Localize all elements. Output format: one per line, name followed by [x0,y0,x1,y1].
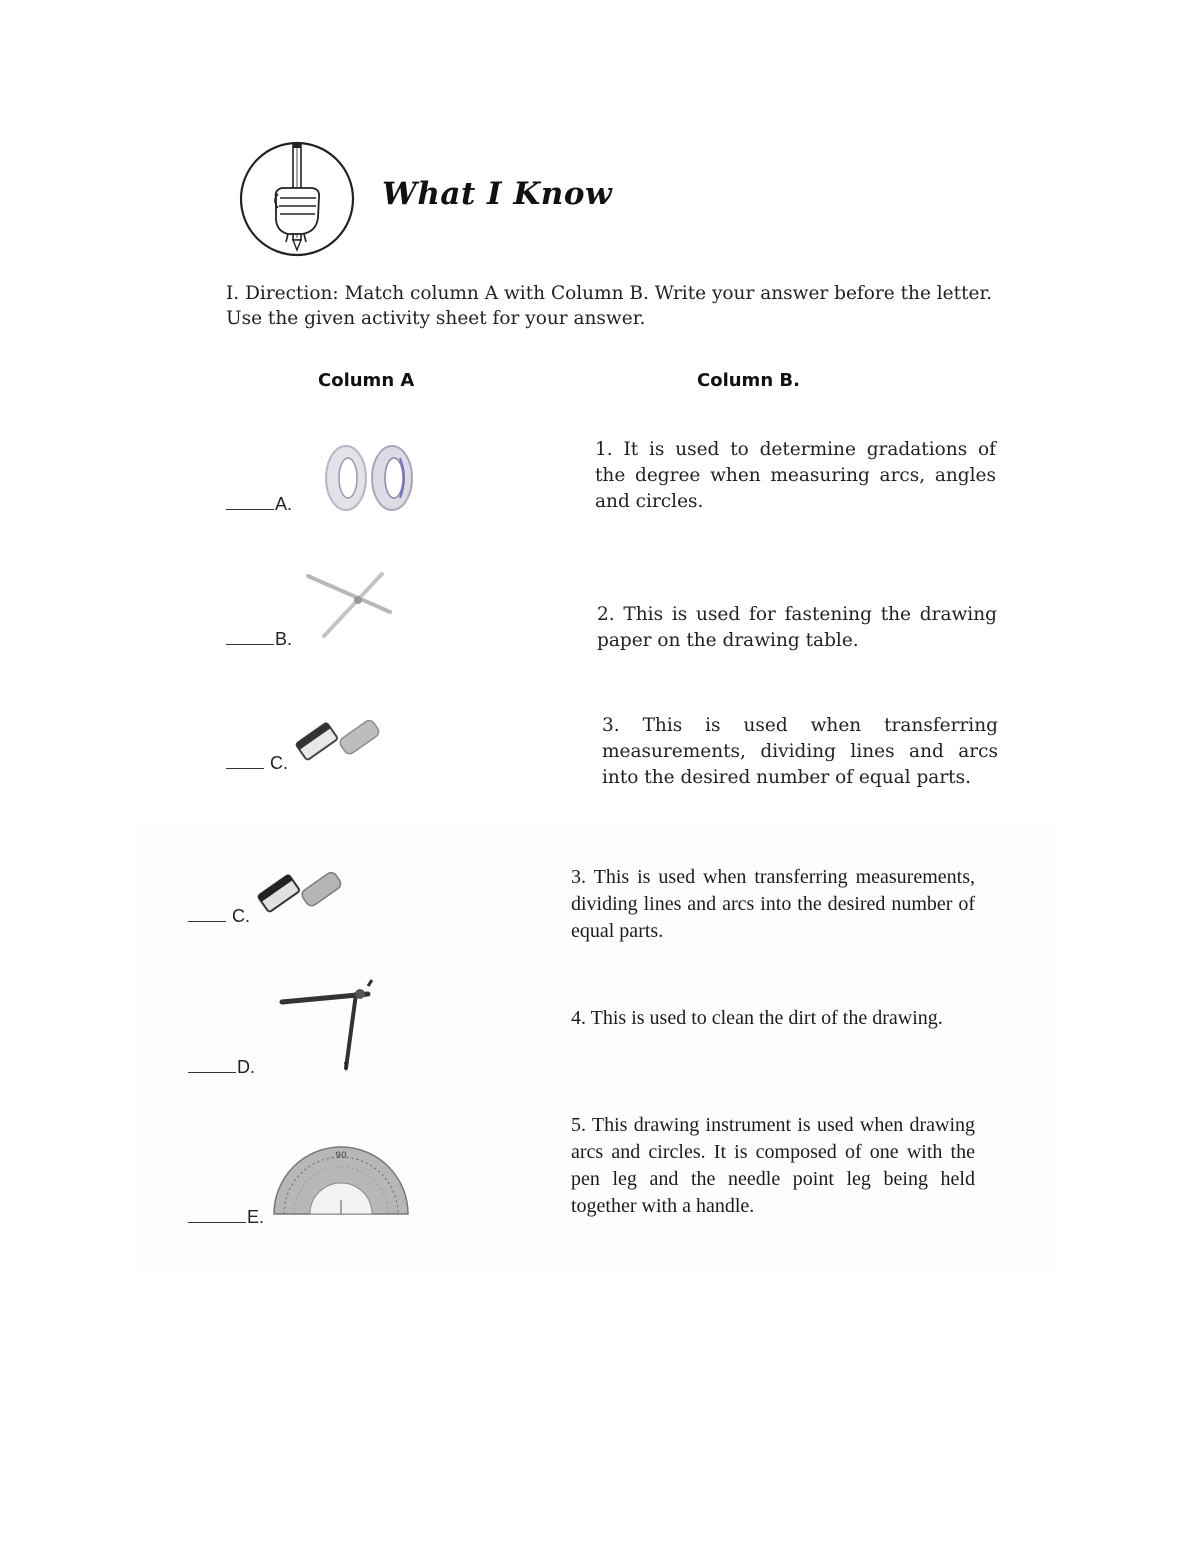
answer-blank[interactable] [188,920,226,922]
direction-line-2: Use the given activity sheet for your answer. [226,308,646,329]
divider-icon [302,568,398,640]
direction-text [226,281,1006,331]
answer-row-d [188,1057,255,1078]
direction-line-1: I. Direction: Match column A with Column B. Write your answer before the letter. [226,283,993,304]
column-b-item-2: 2. This is used for fastening the drawing paper on the drawing table. [597,604,997,651]
protractor-label: 90 [335,1151,347,1161]
letter-label: C. [270,753,289,773]
answer-row-c [226,753,288,774]
answer-row-b [226,629,292,650]
compass-icon [276,976,380,1074]
column-b-heading: Column B. [697,370,800,391]
column-b-item-4: 4. This is used to clean the dirt of the drawing. [571,1007,943,1029]
column-b-item-5: 5. This drawing instrument is used when drawing arcs and circles. It is composed of one with the pen leg and the needle point leg being held together with a handle. [571,1114,975,1217]
answer-row-a [226,494,292,515]
hand-holding-pencil-icon [236,138,358,260]
protractor-icon [270,1136,412,1218]
eraser-icon [294,714,386,766]
letter-label: C. [232,906,251,926]
column-b-item-3-duplicate: 3. This is used when transferring measurements, dividing lines and arcs into the desired number of equal parts. [571,866,975,942]
answer-blank[interactable] [188,1221,246,1223]
letter-label: E. [247,1207,265,1227]
letter-label: A. [275,494,293,514]
answer-blank[interactable] [226,508,274,510]
column-b-item-3: 3. This is used when transferring measurements, dividing lines and arcs into the desired number of equal parts. [602,715,998,788]
answer-row-e [188,1207,264,1228]
letter-label: B. [275,629,293,649]
page-title: What I Know [382,176,613,212]
answer-blank[interactable] [188,1071,236,1073]
letter-label: D. [237,1057,255,1077]
column-b-item-1: 1. It is used to determine gradations of the degree when measuring arcs, angles and circles. [595,439,996,512]
answer-blank[interactable] [226,643,274,645]
masking-tape-icon [312,442,422,514]
eraser-icon [256,866,348,918]
answer-row-c-duplicate [188,906,250,927]
answer-blank[interactable] [226,767,264,769]
column-a-heading: Column A [318,370,415,391]
